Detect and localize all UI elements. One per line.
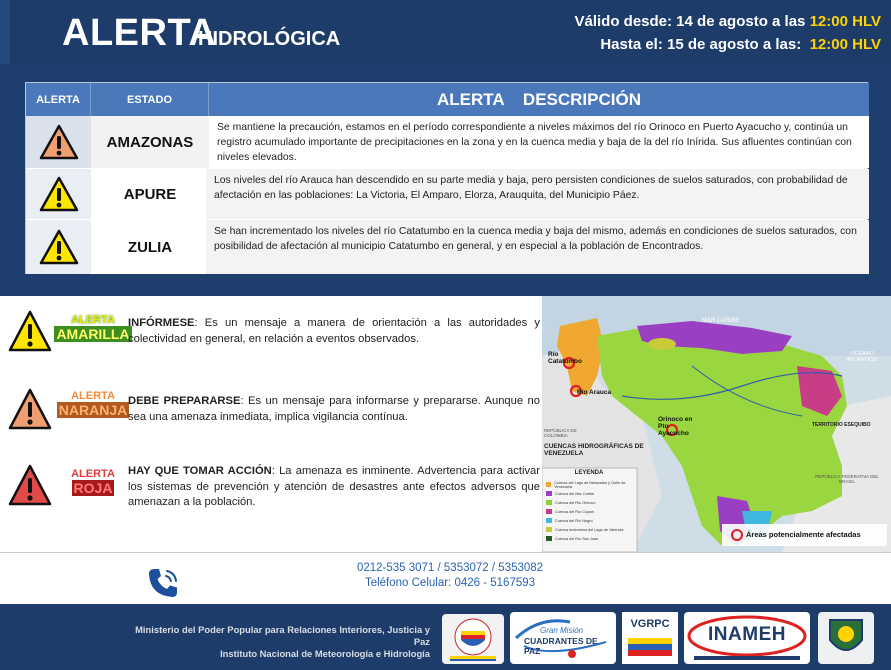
state-apure: APURE: [91, 169, 209, 219]
warning-yellow-icon: [8, 310, 52, 352]
alert-table: [25, 82, 868, 274]
inameh-logo: [684, 612, 810, 664]
badge-line2: AMARILLA: [56, 326, 130, 342]
badge-line2: NARANJA: [58, 402, 128, 418]
header-alert: ALERTA: [26, 83, 91, 116]
sea-label: MAR CARIBE: [702, 318, 740, 324]
map-legend-title: LEYENDA: [574, 470, 604, 476]
map-legend-swatch: [546, 536, 552, 541]
phone-icon: [145, 565, 181, 601]
map-legend-label: Cuenca del Río Orinoco: [555, 500, 596, 505]
shield-logo: [818, 612, 874, 664]
header: [0, 0, 891, 64]
orinoco-label: Orinoco en Pto Ayacucho: [658, 416, 693, 437]
badge-naranja: [54, 390, 132, 420]
badge-line1: ALERTA: [71, 390, 115, 402]
map-legend-item: [546, 498, 634, 507]
map-legend-swatch: [546, 518, 552, 523]
badge-roja: [54, 468, 132, 498]
inameh-text: INAMEH: [708, 624, 786, 645]
esequibo-label: TERRITORIO ESEQUIBO: [812, 422, 871, 428]
warning-yellow-icon: [39, 229, 79, 265]
institute-name: Instituto Nacional de Meteorología e Hidrología: [220, 648, 430, 659]
table-row: [26, 220, 869, 274]
phone-landline: 0212-535 3071 / 5353072 / 5353082: [356, 562, 544, 574]
state-zulia: ZULIA: [127, 238, 173, 256]
legend-row-yellow: [8, 310, 538, 360]
map-legend-list: [546, 480, 634, 543]
badge-line1: ALERTA: [71, 314, 115, 326]
map-legend-item: [546, 489, 634, 498]
contact-bar: [0, 552, 891, 604]
rio-catatumbo-label: Río Catatumbo: [548, 351, 582, 365]
description-zulia: Se han incrementado los niveles del río Catatumbo en la cuenca media y baja del mismo, además en condiciones de suelos saturados, con posibilidad de afectación al municipio Catatumbo en general, y en especial a la población de Encontrados.: [206, 220, 869, 274]
ocean-label: OCÉANO ATLÁNTICO: [846, 351, 878, 363]
legend-desc: : La amenaza es inminente. Advertencia para activar los sistemas de prevención y atención de desastres ante efectos adversos que amenazan a la población.: [128, 465, 540, 508]
alert-cell: [26, 169, 91, 219]
legend-text-yellow: [128, 316, 540, 347]
valid-from-label: Válido desde: 14 de agosto a las: [574, 13, 806, 30]
map-legend-swatch: [546, 500, 552, 505]
legend-text-red: [128, 464, 540, 511]
legend-desc: : Es un mensaje a manera de orientación a las autoridades y colectividad en general, en relación a eventos observados.: [128, 317, 540, 345]
map-legend-label: Cuenca del Río San Juan: [555, 536, 599, 541]
valid-from-time: 12:00 HLV: [809, 13, 881, 30]
map-legend-label: Cuenca del Lago de Maracaibo y Golfo de Venezuela: [554, 480, 626, 489]
vgrpc-logo: [622, 612, 678, 664]
brasil-label: REPÚBLICA FEDERATIVA DEL BRASIL: [815, 474, 879, 484]
map-legend-item: [546, 507, 634, 516]
warning-orange-icon: [39, 124, 79, 160]
map-legend-swatch: [546, 509, 552, 514]
map-legend-label: Cuenca del Río Cuyuní: [555, 509, 595, 514]
badge-line1: ALERTA: [71, 468, 115, 480]
gmc-line2: CUADRANTES DE PAZ: [524, 636, 598, 656]
warning-red-icon: [8, 464, 52, 506]
legend-row-orange: [8, 388, 538, 438]
description-amazonas: Se mantiene la precaución, estamos en el período correspondiente a niveles máximos del río Orinoco en Puerto Ayacucho y, continúa un registro acumulado importante de precipitaciones en la zona y en la cuenca media y baja de la del río Inírida. Sus afluentes continúan con niveles elevados.: [209, 116, 869, 168]
map-legend-swatch: [546, 491, 552, 496]
rio-arauca-label: Río Arauca: [577, 389, 612, 396]
badge-line2: ROJA: [73, 480, 113, 496]
badge-amarilla: [54, 314, 132, 344]
gran-mision-logo: [510, 612, 616, 664]
vgrpc-text: VGRPC: [630, 618, 670, 630]
map-legend-item: [546, 516, 634, 525]
map-legend-label: Cuenca del Río Negro: [555, 518, 593, 523]
legend-text-orange: [128, 394, 540, 425]
warning-orange-icon: [8, 388, 52, 430]
alert-cell: [26, 220, 91, 274]
legend-title: HAY QUE TOMAR ACCIÓN: [128, 465, 272, 477]
state-amazonas: AMAZONAS: [106, 133, 194, 151]
basins-title: CUENCAS HIDROGRÁFICAS DE VENEZUELA: [544, 443, 644, 457]
map-legend-swatch: [546, 527, 552, 532]
header-state: ESTADO: [91, 83, 209, 116]
map-legend-item: [546, 480, 634, 489]
legend-title: DEBE PREPARARSE: [128, 395, 241, 407]
title-sub: HIDROLÓGICA: [198, 28, 341, 50]
valid-to-label: Hasta el: 15 de agosto a las:: [600, 36, 802, 53]
phone-mobile: Teléfono Celular: 0426 - 5167593: [364, 577, 536, 589]
phone-numbers: [330, 561, 570, 591]
footer-institution: [120, 624, 430, 660]
description-apure: Los niveles del río Arauca han descendido en su parte media y baja, pero persisten condiciones de suelos saturados, con probabilidad de afectación en las poblaciones: La Victoria, El Amparo, Elorza, Arauquita, del Municipio Páez.: [206, 169, 869, 219]
ministry-name: Ministerio del Poder Popular para Relaciones Interiores, Justicia y Paz: [135, 624, 430, 647]
affected-areas-label: Áreas potencialmente afectadas: [746, 530, 861, 539]
header-stripe: [0, 0, 10, 64]
gmc-line1: Gran Misión: [540, 626, 584, 635]
valid-to-time: 12:00 HLV: [809, 36, 881, 53]
title-main: ALERTA: [62, 12, 217, 54]
legend-desc: : Es un mensaje para informarse y prepararse. Aunque no sea una amenaza inmediata, implica vigilancia contínua.: [128, 395, 540, 423]
map-legend-label: Cuenca endorreica del Lago de Valencia: [555, 527, 624, 532]
table-row: [26, 116, 869, 168]
map-legend-item: [546, 525, 634, 534]
header-description: ALERTA DESCRIPCIÓN: [209, 83, 869, 116]
legend-row-red: [8, 464, 538, 520]
legend-title: INFÓRMESE: [128, 317, 195, 329]
alert-cell: [26, 116, 91, 168]
hydro-basins-map: [542, 296, 891, 552]
footer: [0, 604, 891, 670]
venezuela-seal-logo: [442, 614, 504, 664]
table-row: [26, 169, 869, 219]
vgrpc-flag-red: [628, 650, 672, 656]
colombia-label: REPÚBLICA DE COLOMBIA: [544, 428, 577, 438]
warning-yellow-icon: [39, 176, 79, 212]
map-legend-label: Cuenca del Mar Caribe: [555, 491, 595, 496]
map-legend-item: [546, 534, 634, 543]
map-legend-swatch: [546, 482, 551, 487]
validity: [574, 10, 881, 56]
